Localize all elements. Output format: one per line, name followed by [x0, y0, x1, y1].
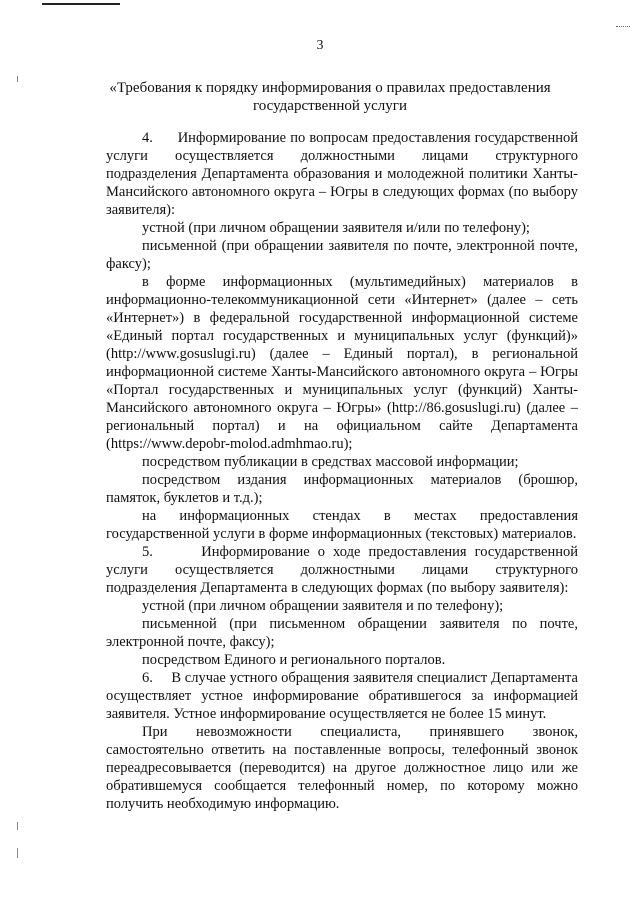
- list-item: письменной (при обращении заявителя по почте, электронной почте, факсу);: [106, 238, 578, 272]
- paragraph-4: 4. Информирование по вопросам предоставления государственной услуги осуществляется должностными лицами структурного подразделения Департамента образования и молодежной политики Ханты-Мансийского автономного округа – Югры в следующих формах (по выбору заявителя):: [106, 130, 578, 218]
- list-item: посредством публикации в средствах массовой информации;: [142, 454, 519, 470]
- scan-artifact-top-line: [42, 3, 120, 5]
- section-heading: «Требования к порядку информирования о правилах предоставления государственной услуги: [109, 80, 551, 114]
- scan-artifact-margin-mark: [17, 822, 18, 830]
- list-item: на информационных стендах в местах предоставления государственной услуги в форме информационных (текстовых) материалов.: [106, 508, 578, 542]
- list-item: посредством Единого и регионального порталов.: [142, 652, 446, 668]
- scan-artifact-corner-mark: [616, 26, 630, 29]
- paragraph-6: 6. В случае устного обращения заявителя специалист Департамента осуществляет устное информирование обратившегося за информацией заявителя. Устное информирование осуществляется не более 15 минут.: [106, 670, 578, 722]
- paragraph-text: При невозможности специалиста, принявшего звонок, самостоятельно ответить на поставленные вопросы, телефонный звонок переадресовывается (переводится) на другое должностное лицо или же обратившемуся сообщается телефонный номер, по которому можно получить необходимую информацию.: [106, 724, 578, 812]
- scan-artifact-margin-mark: [17, 848, 18, 858]
- list-item: устной (при личном обращении заявителя и/или по телефону);: [142, 220, 530, 236]
- scan-artifact-margin-mark: [17, 76, 18, 82]
- paragraph-5: 5. Информирование о ходе предоставления государственной услуги осуществляется должностными лицами структурного подразделения Департамента в следующих формах (по выбору заявителя):: [106, 544, 578, 596]
- list-item: устной (при личном обращении заявителя и по телефону);: [142, 598, 504, 614]
- document-body: [106, 129, 578, 813]
- list-item: в форме информационных (мультимедийных) материалов в информационно-телекоммуникационной сети «Интернет» (далее – сеть «Интернет») в федеральной государственной информационной системе «Единый портал государственных и муниципальных услуг (функций)» (http://www.gosuslugi.ru) (далее – Единый портал), в региональной информационной системе Ханты-Мансийского автономного округа – Югры «Портал государственных и муниципальных услуг (функций) Ханты-Мансийского автономного округа – Югры» (http://86.gosuslugi.ru) (далее – региональный портал) и на официальном сайте Департамента (https://www.depobr-molod.admhmao.ru);: [106, 274, 578, 452]
- list-item: посредством издания информационных материалов (брошюр, памяток, буклетов и т.д.);: [106, 472, 578, 506]
- page-number: 3: [316, 38, 324, 53]
- list-item: письменной (при письменном обращении заявителя по почте, электронной почте, факсу);: [106, 616, 578, 650]
